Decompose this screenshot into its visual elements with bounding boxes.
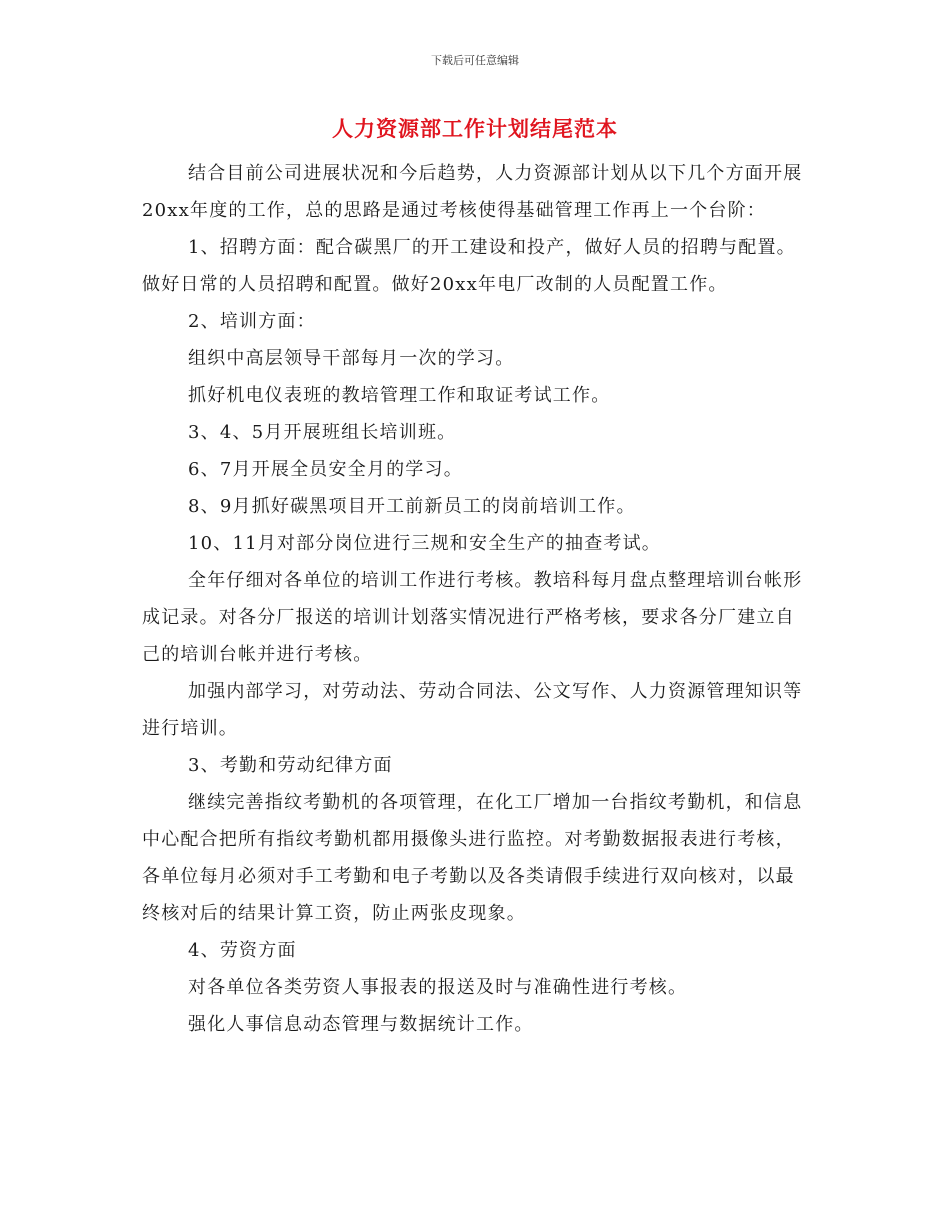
paragraph: 1、招聘方面：配合碳黑厂的开工建设和投产，做好人员的招聘与配置。做好日常的人员招聘和配置。做好20xx年电厂改制的人员配置工作。 <box>142 237 796 295</box>
paragraph: 加强内部学习，对劳动法、劳动合同法、公文写作、人力资源管理知识等进行培训。 <box>142 681 803 739</box>
paragraph: 2、培训方面： <box>188 311 316 332</box>
paragraph: 组织中高层领导干部每月一次的学习。 <box>188 348 515 369</box>
paragraph: 继续完善指纹考勤机的各项管理，在化工厂增加一台指纹考勤机，和信息中心配合把所有指纹考勤机都用摄像头进行监控。对考勤数据报表进行考核，各单位每月必须对手工考勤和电子考勤以及各类请假手续进行双向核对，以最终核对后的结果计算工资，防止两张皮现象。 <box>142 792 803 924</box>
paragraph: 3、4、5月开展班组长培训班。 <box>188 422 457 443</box>
paragraph: 8、9月抓好碳黑项目开工前新员工的岗前培训工作。 <box>188 496 636 517</box>
paragraph: 6、7月开展全员安全月的学习。 <box>188 459 463 480</box>
paragraph: 3、考勤和劳动纪律方面 <box>188 755 393 776</box>
page-title: 人力资源部工作计划结尾范本 <box>332 117 618 141</box>
paragraph: 强化人事信息动态管理与数据统计工作。 <box>188 1014 534 1035</box>
paragraph: 4、劳资方面 <box>188 940 297 961</box>
header-note: 下载后可任意编辑 <box>431 54 519 67</box>
paragraph: 10、11月对部分岗位进行三规和安全生产的抽查考试。 <box>188 533 662 554</box>
document-body <box>142 155 812 1043</box>
paragraph: 对各单位各类劳资人事报表的报送及时与准确性进行考核。 <box>188 977 688 998</box>
paragraph: 结合目前公司进展状况和今后趋势，人力资源部计划从以下几个方面开展20xx年度的工作，总的思路是通过考核使得基础管理工作再上一个台阶： <box>142 163 803 221</box>
paragraph: 全年仔细对各单位的培训工作进行考核。教培科每月盘点整理培训台帐形成记录。对各分厂报送的培训计划落实情况进行严格考核，要求各分厂建立自己的培训台帐并进行考核。 <box>142 570 803 665</box>
paragraph: 抓好机电仪表班的教培管理工作和取证考试工作。 <box>188 385 611 406</box>
